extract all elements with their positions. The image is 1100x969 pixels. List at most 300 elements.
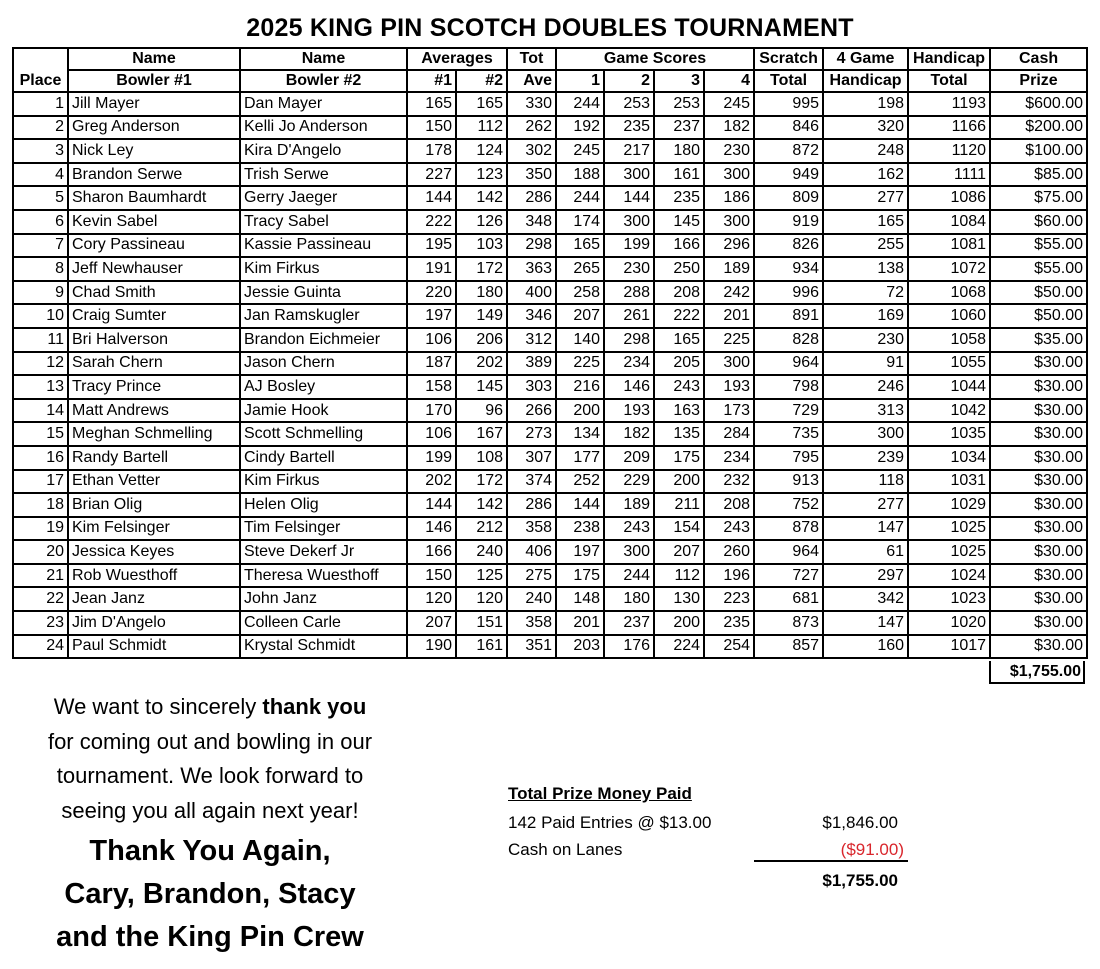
average1-cell: 146 (407, 517, 456, 541)
average2-cell: 96 (456, 399, 507, 423)
scratch-total-cell: 729 (754, 399, 823, 423)
average2-cell: 108 (456, 446, 507, 470)
handicap-cell: 165 (823, 210, 908, 234)
average1-cell: 207 (407, 611, 456, 635)
game2-cell: 300 (604, 210, 654, 234)
average1-cell: 195 (407, 234, 456, 258)
handicap-cell: 160 (823, 635, 908, 659)
scratch-total-cell: 857 (754, 635, 823, 659)
game4-cell: 189 (704, 257, 754, 281)
game4-cell: 254 (704, 635, 754, 659)
table-row (13, 422, 1087, 446)
average2-cell: 103 (456, 234, 507, 258)
game2-cell: 144 (604, 186, 654, 210)
game1-cell: 265 (556, 257, 604, 281)
bowler1-cell: Chad Smith (68, 281, 240, 305)
bowler2-cell: Jessie Guinta (240, 281, 407, 305)
total-average-cell: 303 (507, 375, 556, 399)
average1-cell: 106 (407, 328, 456, 352)
bowler2-cell: Kassie Passineau (240, 234, 407, 258)
thanks-line-1-text: We want to sincerely (53, 694, 263, 719)
total-average-cell: 374 (507, 470, 556, 494)
scratch-total-cell: 919 (754, 210, 823, 234)
header-name1-bottom: Bowler #1 (68, 70, 240, 92)
average1-cell: 144 (407, 186, 456, 210)
game4-cell: 235 (704, 611, 754, 635)
header-game2: 2 (604, 70, 654, 92)
bowler2-cell: Kim Firkus (240, 257, 407, 281)
game4-cell: 208 (704, 493, 754, 517)
header-scratch-bottom: Total (754, 70, 823, 92)
header-game-scores: Game Scores (556, 48, 754, 70)
game1-cell: 134 (556, 422, 604, 446)
game2-cell: 235 (604, 116, 654, 140)
header-place: Place (13, 48, 68, 92)
thank-you-message (10, 690, 410, 828)
game3-cell: 224 (654, 635, 704, 659)
scratch-total-cell: 934 (754, 257, 823, 281)
game3-cell: 211 (654, 493, 704, 517)
thanks-line-3: tournament. We look forward to (56, 763, 364, 788)
total-average-cell: 307 (507, 446, 556, 470)
game1-cell: 203 (556, 635, 604, 659)
scratch-total-cell: 752 (754, 493, 823, 517)
prize-cash-lanes-row (508, 836, 908, 863)
table-row (13, 399, 1087, 423)
place-cell: 18 (13, 493, 68, 517)
bowler2-cell: Brandon Eichmeier (240, 328, 407, 352)
table-row (13, 163, 1087, 187)
game2-cell: 180 (604, 587, 654, 611)
place-cell: 20 (13, 540, 68, 564)
header-row-top (13, 48, 1087, 70)
handicap-total-cell: 1058 (908, 328, 990, 352)
game3-cell: 154 (654, 517, 704, 541)
total-average-cell: 350 (507, 163, 556, 187)
game4-cell: 201 (704, 304, 754, 328)
bowler2-cell: Jan Ramskugler (240, 304, 407, 328)
bowler2-cell: Jamie Hook (240, 399, 407, 423)
game2-cell: 229 (604, 470, 654, 494)
handicap-total-cell: 1120 (908, 139, 990, 163)
game3-cell: 112 (654, 564, 704, 588)
bowler1-cell: Cory Passineau (68, 234, 240, 258)
game2-cell: 298 (604, 328, 654, 352)
cash-prize-cell: $600.00 (990, 92, 1087, 116)
game1-cell: 252 (556, 470, 604, 494)
total-average-cell: 298 (507, 234, 556, 258)
handicap-cell: 313 (823, 399, 908, 423)
bowler2-cell: Scott Schmelling (240, 422, 407, 446)
game2-cell: 253 (604, 92, 654, 116)
bowler1-cell: Jeff Newhauser (68, 257, 240, 281)
average2-cell: 145 (456, 375, 507, 399)
cash-prize-cell: $30.00 (990, 375, 1087, 399)
average1-cell: 150 (407, 564, 456, 588)
cash-prize-cell: $50.00 (990, 281, 1087, 305)
header-tot-top: Tot (507, 48, 556, 70)
game1-cell: 258 (556, 281, 604, 305)
bowler1-cell: Bri Halverson (68, 328, 240, 352)
cash-prize-cell: $85.00 (990, 163, 1087, 187)
handicap-total-cell: 1081 (908, 234, 990, 258)
cash-prize-cell: $30.00 (990, 611, 1087, 635)
header-hcptotal-top: Handicap (908, 48, 990, 70)
table-row (13, 635, 1087, 659)
header-row-bottom (13, 70, 1087, 92)
game1-cell: 225 (556, 352, 604, 376)
place-cell: 4 (13, 163, 68, 187)
bowler1-cell: Brian Olig (68, 493, 240, 517)
total-average-cell: 400 (507, 281, 556, 305)
average1-cell: 178 (407, 139, 456, 163)
game3-cell: 200 (654, 611, 704, 635)
bowler1-cell: Brandon Serwe (68, 163, 240, 187)
total-average-cell: 240 (507, 587, 556, 611)
cash-lanes-amount: ($91.00) (840, 840, 904, 859)
handicap-total-cell: 1029 (908, 493, 990, 517)
bowler2-cell: Theresa Wuesthoff (240, 564, 407, 588)
cash-prize-cell: $30.00 (990, 493, 1087, 517)
total-average-cell: 358 (507, 611, 556, 635)
table-row (13, 470, 1087, 494)
handicap-cell: 118 (823, 470, 908, 494)
table-row (13, 352, 1087, 376)
place-cell: 10 (13, 304, 68, 328)
place-cell: 22 (13, 587, 68, 611)
cash-prize-total: $1,755.00 (989, 661, 1085, 684)
game1-cell: 188 (556, 163, 604, 187)
bowler2-cell: Kira D'Angelo (240, 139, 407, 163)
place-cell: 2 (13, 116, 68, 140)
average2-cell: 165 (456, 92, 507, 116)
average1-cell: 222 (407, 210, 456, 234)
game2-cell: 300 (604, 163, 654, 187)
average1-cell: 120 (407, 587, 456, 611)
table-row (13, 186, 1087, 210)
place-cell: 17 (13, 470, 68, 494)
table-row (13, 139, 1087, 163)
game2-cell: 234 (604, 352, 654, 376)
cash-prize-cell: $75.00 (990, 186, 1087, 210)
game4-cell: 173 (704, 399, 754, 423)
handicap-total-cell: 1017 (908, 635, 990, 659)
scratch-total-cell: 872 (754, 139, 823, 163)
scratch-total-cell: 873 (754, 611, 823, 635)
total-average-cell: 286 (507, 493, 556, 517)
bowler2-cell: Kim Firkus (240, 470, 407, 494)
average2-cell: 212 (456, 517, 507, 541)
handicap-cell: 72 (823, 281, 908, 305)
table-row (13, 540, 1087, 564)
prize-total-row (508, 867, 908, 894)
game3-cell: 253 (654, 92, 704, 116)
average1-cell: 106 (407, 422, 456, 446)
game2-cell: 230 (604, 257, 654, 281)
header-game1: 1 (556, 70, 604, 92)
cash-prize-cell: $60.00 (990, 210, 1087, 234)
average2-cell: 172 (456, 470, 507, 494)
average2-cell: 161 (456, 635, 507, 659)
bowler1-cell: Jill Mayer (68, 92, 240, 116)
bowler1-cell: Paul Schmidt (68, 635, 240, 659)
header-tot-bottom: Ave (507, 70, 556, 92)
game2-cell: 237 (604, 611, 654, 635)
thanks-line-1 (10, 690, 410, 725)
total-average-cell: 363 (507, 257, 556, 281)
bowler1-cell: Nick Ley (68, 139, 240, 163)
game2-cell: 243 (604, 517, 654, 541)
header-name2-top: Name (240, 48, 407, 70)
page-title: 2025 KING PIN SCOTCH DOUBLES TOURNAMENT (246, 14, 854, 42)
average2-cell: 142 (456, 186, 507, 210)
game1-cell: 144 (556, 493, 604, 517)
average2-cell: 240 (456, 540, 507, 564)
average2-cell: 120 (456, 587, 507, 611)
scratch-total-cell: 798 (754, 375, 823, 399)
scratch-total-cell: 681 (754, 587, 823, 611)
bowler1-cell: Ethan Vetter (68, 470, 240, 494)
handicap-cell: 297 (823, 564, 908, 588)
handicap-cell: 255 (823, 234, 908, 258)
bowler2-cell: Dan Mayer (240, 92, 407, 116)
place-cell: 14 (13, 399, 68, 423)
game1-cell: 148 (556, 587, 604, 611)
cash-prize-cell: $30.00 (990, 564, 1087, 588)
header-cash-bottom: Prize (990, 70, 1087, 92)
game2-cell: 199 (604, 234, 654, 258)
handicap-total-cell: 1086 (908, 186, 990, 210)
average2-cell: 125 (456, 564, 507, 588)
game4-cell: 186 (704, 186, 754, 210)
handicap-total-cell: 1023 (908, 587, 990, 611)
game2-cell: 193 (604, 399, 654, 423)
scratch-total-cell: 913 (754, 470, 823, 494)
total-average-cell: 346 (507, 304, 556, 328)
average1-cell: 187 (407, 352, 456, 376)
game3-cell: 207 (654, 540, 704, 564)
handicap-total-cell: 1024 (908, 564, 990, 588)
scratch-total-cell: 826 (754, 234, 823, 258)
scratch-total-cell: 891 (754, 304, 823, 328)
bowler1-cell: Jessica Keyes (68, 540, 240, 564)
place-cell: 6 (13, 210, 68, 234)
game3-cell: 165 (654, 328, 704, 352)
place-cell: 1 (13, 92, 68, 116)
game3-cell: 208 (654, 281, 704, 305)
game4-cell: 243 (704, 517, 754, 541)
game4-cell: 232 (704, 470, 754, 494)
total-average-cell: 312 (507, 328, 556, 352)
game1-cell: 238 (556, 517, 604, 541)
handicap-total-cell: 1060 (908, 304, 990, 328)
thanks-line-2: for coming out and bowling in our (47, 728, 373, 754)
header-game4: 4 (704, 70, 754, 92)
game2-cell: 244 (604, 564, 654, 588)
cash-prize-cell: $50.00 (990, 304, 1087, 328)
cash-prize-cell: $35.00 (990, 328, 1087, 352)
place-cell: 21 (13, 564, 68, 588)
total-average-cell: 348 (507, 210, 556, 234)
scratch-total-cell: 949 (754, 163, 823, 187)
handicap-cell: 198 (823, 92, 908, 116)
bowler1-cell: Craig Sumter (68, 304, 240, 328)
table-row (13, 234, 1087, 258)
total-average-cell: 358 (507, 517, 556, 541)
cash-prize-cell: $30.00 (990, 352, 1087, 376)
game4-cell: 196 (704, 564, 754, 588)
game1-cell: 165 (556, 234, 604, 258)
game4-cell: 225 (704, 328, 754, 352)
game1-cell: 197 (556, 540, 604, 564)
total-average-cell: 286 (507, 186, 556, 210)
scratch-total-cell: 995 (754, 92, 823, 116)
scratch-total-cell: 735 (754, 422, 823, 446)
average1-cell: 190 (407, 635, 456, 659)
handicap-cell: 300 (823, 422, 908, 446)
average2-cell: 112 (456, 116, 507, 140)
bowler2-cell: Colleen Carle (240, 611, 407, 635)
header-hcp-top: 4 Game (823, 48, 908, 70)
table-row (13, 257, 1087, 281)
average2-cell: 124 (456, 139, 507, 163)
header-scratch-top: Scratch (754, 48, 823, 70)
handicap-total-cell: 1084 (908, 210, 990, 234)
scratch-total-cell: 795 (754, 446, 823, 470)
total-average-cell: 262 (507, 116, 556, 140)
game3-cell: 200 (654, 470, 704, 494)
handicap-total-cell: 1034 (908, 446, 990, 470)
handicap-cell: 138 (823, 257, 908, 281)
scratch-total-cell: 828 (754, 328, 823, 352)
cash-prize-cell: $55.00 (990, 257, 1087, 281)
handicap-cell: 342 (823, 587, 908, 611)
signature-line-3: and the King Pin Crew (56, 921, 364, 953)
table-row (13, 564, 1087, 588)
table-row (13, 116, 1087, 140)
place-cell: 8 (13, 257, 68, 281)
table-row (13, 210, 1087, 234)
bowler1-cell: Greg Anderson (68, 116, 240, 140)
average2-cell: 151 (456, 611, 507, 635)
game3-cell: 145 (654, 210, 704, 234)
handicap-cell: 277 (823, 493, 908, 517)
handicap-total-cell: 1111 (908, 163, 990, 187)
cash-prize-cell: $30.00 (990, 422, 1087, 446)
cash-prize-cell: $30.00 (990, 540, 1087, 564)
bowler2-cell: John Janz (240, 587, 407, 611)
game4-cell: 223 (704, 587, 754, 611)
average1-cell: 165 (407, 92, 456, 116)
game3-cell: 250 (654, 257, 704, 281)
bowler1-cell: Rob Wuesthoff (68, 564, 240, 588)
prize-summary (508, 783, 908, 894)
game3-cell: 163 (654, 399, 704, 423)
average2-cell: 142 (456, 493, 507, 517)
header-hcptotal-bottom: Total (908, 70, 990, 92)
total-average-cell: 330 (507, 92, 556, 116)
game4-cell: 182 (704, 116, 754, 140)
game4-cell: 193 (704, 375, 754, 399)
bowler1-cell: Tracy Prince (68, 375, 240, 399)
scratch-total-cell: 846 (754, 116, 823, 140)
bowler1-cell: Jim D'Angelo (68, 611, 240, 635)
game3-cell: 235 (654, 186, 704, 210)
game2-cell: 288 (604, 281, 654, 305)
place-cell: 12 (13, 352, 68, 376)
average1-cell: 227 (407, 163, 456, 187)
signature-line-1: Thank You Again, (89, 835, 331, 867)
handicap-total-cell: 1068 (908, 281, 990, 305)
prize-total-amount: $1,755.00 (822, 871, 898, 890)
handicap-cell: 320 (823, 116, 908, 140)
prize-entries-row (508, 809, 908, 836)
average2-cell: 202 (456, 352, 507, 376)
handicap-cell: 239 (823, 446, 908, 470)
place-cell: 23 (13, 611, 68, 635)
table-row (13, 517, 1087, 541)
total-average-cell: 406 (507, 540, 556, 564)
table-row (13, 611, 1087, 635)
cash-prize-cell: $100.00 (990, 139, 1087, 163)
cash-prize-cell: $55.00 (990, 234, 1087, 258)
game2-cell: 146 (604, 375, 654, 399)
game4-cell: 260 (704, 540, 754, 564)
handicap-cell: 162 (823, 163, 908, 187)
table-row (13, 587, 1087, 611)
place-cell: 13 (13, 375, 68, 399)
scratch-total-cell: 809 (754, 186, 823, 210)
place-cell: 9 (13, 281, 68, 305)
handicap-cell: 230 (823, 328, 908, 352)
average1-cell: 199 (407, 446, 456, 470)
handicap-total-cell: 1044 (908, 375, 990, 399)
cash-prize-cell: $200.00 (990, 116, 1087, 140)
game2-cell: 209 (604, 446, 654, 470)
bowler1-cell: Jean Janz (68, 587, 240, 611)
place-cell: 11 (13, 328, 68, 352)
game3-cell: 161 (654, 163, 704, 187)
place-cell: 5 (13, 186, 68, 210)
handicap-total-cell: 1072 (908, 257, 990, 281)
cash-prize-cell: $30.00 (990, 587, 1087, 611)
cash-prize-cell: $30.00 (990, 470, 1087, 494)
place-cell: 24 (13, 635, 68, 659)
table-row (13, 304, 1087, 328)
bowler2-cell: Tim Felsinger (240, 517, 407, 541)
table-row (13, 92, 1087, 116)
header-averages: Averages (407, 48, 507, 70)
game4-cell: 300 (704, 352, 754, 376)
entries-amount: $1,846.00 (822, 813, 898, 832)
bowler1-cell: Matt Andrews (68, 399, 240, 423)
table-row (13, 328, 1087, 352)
handicap-total-cell: 1055 (908, 352, 990, 376)
sum-divider (754, 860, 908, 862)
game1-cell: 177 (556, 446, 604, 470)
average2-cell: 149 (456, 304, 507, 328)
bowler2-cell: Krystal Schmidt (240, 635, 407, 659)
average1-cell: 144 (407, 493, 456, 517)
prize-summary-heading: Total Prize Money Paid (508, 784, 692, 803)
header-avg1: #1 (407, 70, 456, 92)
average1-cell: 166 (407, 540, 456, 564)
header-name2-bottom: Bowler #2 (240, 70, 407, 92)
game1-cell: 175 (556, 564, 604, 588)
results-body (13, 92, 1087, 658)
total-average-cell: 389 (507, 352, 556, 376)
header-avg2: #2 (456, 70, 507, 92)
